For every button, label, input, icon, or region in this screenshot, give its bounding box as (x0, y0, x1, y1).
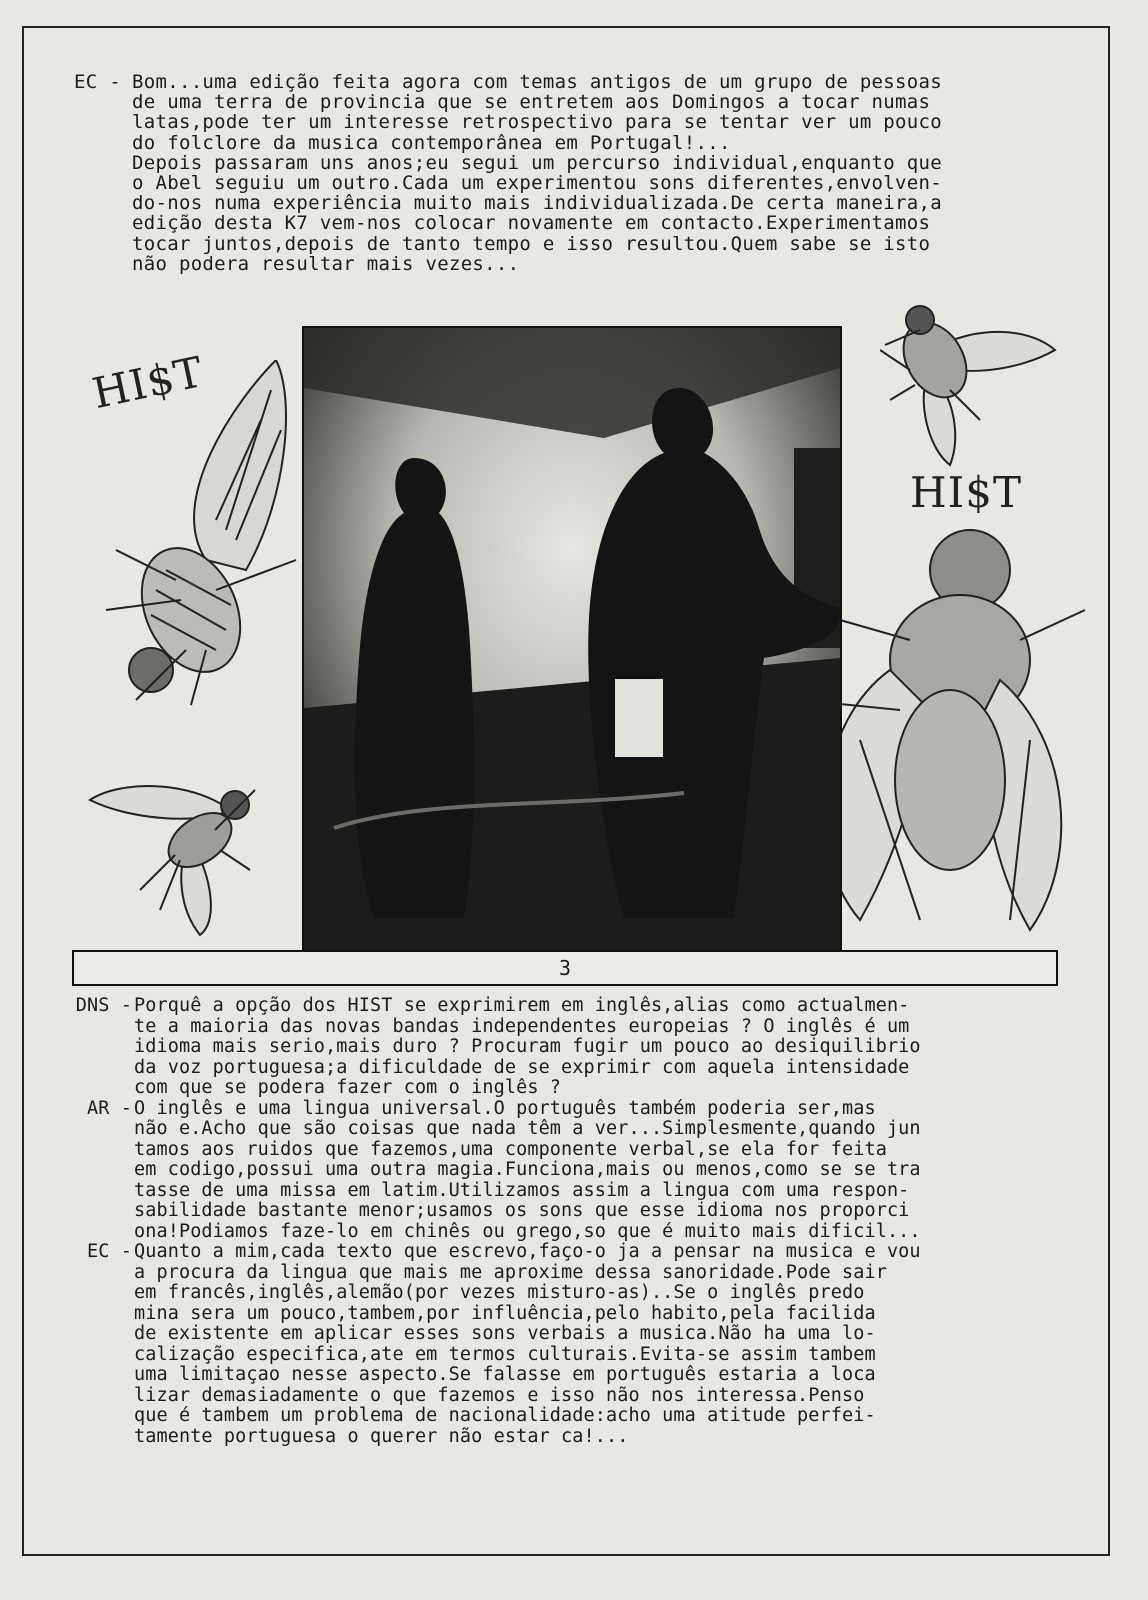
qa-line: te a maioria das novas bandas independentes europeias ? O inglês é um (134, 1015, 910, 1037)
speaker-label: DNS - (75, 995, 132, 1016)
interview-section (66, 996, 1066, 1447)
qa-line: em codigo,possui uma outra magia.Funciona,mais ou menos,como se se tra (134, 1159, 921, 1180)
band-logo-right: HI$T (910, 468, 1022, 517)
page-number: 3 (558, 956, 572, 980)
intro-line-text: Bom...uma edição feita agora com temas antigos de um grupo de pessoas (132, 71, 942, 93)
fly-illustration-large-right (800, 520, 1090, 940)
qa-line: Porquê a opção dos HIST se exprimirem em inglês,alias como actualmen- (134, 995, 910, 1016)
qa-line: tamos aos ruidos que fazemos,uma componente verbal,se ela for feita (134, 1138, 887, 1160)
qa-line: tasse de uma missa em latim.Utilizamos assim a lingua com uma respon- (134, 1179, 910, 1201)
qa-entry (66, 1242, 1066, 1447)
qa-line: Quanto a mim,cada texto que escrevo,faço-o ja a pensar na musica e vou (134, 1241, 921, 1262)
band-photo (302, 326, 842, 958)
intro-line: não podera resultar mais vezes... (132, 252, 520, 275)
qa-entry (66, 1099, 1066, 1243)
qa-entry (66, 996, 1066, 1099)
qa-line: da voz portuguesa;a dificuldade de se exprimir com aquela intensidade (134, 1056, 910, 1078)
intro-line (74, 72, 1064, 92)
qa-text (134, 1242, 1066, 1447)
intro-line: de uma terra de provincia que se entretem aos Domingos a tocar numas (132, 91, 931, 114)
fly-illustration-top-right (880, 290, 1060, 470)
fly-illustration-large-left (96, 360, 302, 710)
intro-line: tocar juntos,depois de tanto tempo e isso resultou.Quem sabe se isto (132, 232, 931, 255)
intro-line: edição desta K7 vem-nos colocar novamente em contacto.Experimentamos (132, 212, 931, 235)
intro-line: Depois passaram uns anos;eu segui um percurso individual,enquanto que (132, 151, 942, 174)
qa-line: O inglês e uma lingua universal.O português também poderia ser,mas (134, 1097, 876, 1119)
qa-line: que é tambem um problema de nacionalidade:acho uma atitude perfei- (134, 1405, 876, 1426)
speaker-label: EC - (74, 71, 121, 93)
qa-line: sabilidade bastante menor;usamos os sons que esse idioma nos proporci (134, 1200, 910, 1221)
intro-line: do-nos numa experiência muito mais individualizada.De certa maneira,a (132, 192, 942, 215)
qa-line: não e.Acho que são coisas que nada têm a ver...Simplesmente,quando jun (134, 1118, 921, 1139)
qa-line: tamente portuguesa o querer não estar ca!... (134, 1425, 629, 1447)
intro-paragraph (74, 72, 1064, 274)
qa-text (134, 1099, 1066, 1243)
qa-line: de existente em aplicar esses sons verbais a musica.Não ha uma lo- (134, 1323, 876, 1344)
page-number-box (72, 950, 1058, 986)
intro-line: do folclore da musica contemporânea em Portugal!... (132, 131, 731, 154)
intro-line: o Abel seguiu um outro.Cada um experimentou sons diferentes,envolven- (132, 172, 942, 195)
band-logo-left: HI$T (88, 346, 208, 419)
qa-text (134, 996, 1066, 1099)
speaker-label: EC - (87, 1241, 132, 1262)
fly-illustration-small-left (80, 750, 260, 940)
qa-line: ona!Podiamos faze-lo em chinês ou grego,so que é muito mais dificil... (134, 1220, 921, 1242)
qa-line: lizar demasiadamente o que fazemos e isso não nos interessa.Penso (134, 1384, 865, 1406)
qa-line: com que se podera fazer com o inglês ? (134, 1077, 562, 1098)
qa-line: idioma mais serio,mais duro ? Procuram fugir um pouco ao desiquilibrio (134, 1036, 921, 1057)
qa-line: uma limitaçao nesse aspecto.Se falasse em português estaria a loca (134, 1364, 876, 1385)
qa-line: a procura da lingua que mais me aproxime dessa sanoridade.Pode sair (134, 1261, 887, 1283)
qa-line: mina sera um pouco,tambem,por influência,pelo habito,pela facilida (134, 1302, 876, 1324)
speaker-label: AR - (87, 1097, 132, 1119)
qa-line: em francês,inglês,alemão(por vezes misturo-as)..Se o inglês predo (134, 1282, 865, 1303)
band-photo-image (304, 328, 840, 956)
intro-line: latas,pode ter um interesse retrospectivo para se tentar ver um pouco (132, 111, 942, 134)
qa-line: calização especifica,ate em termos culturais.Evita-se assim tambem (134, 1343, 876, 1365)
